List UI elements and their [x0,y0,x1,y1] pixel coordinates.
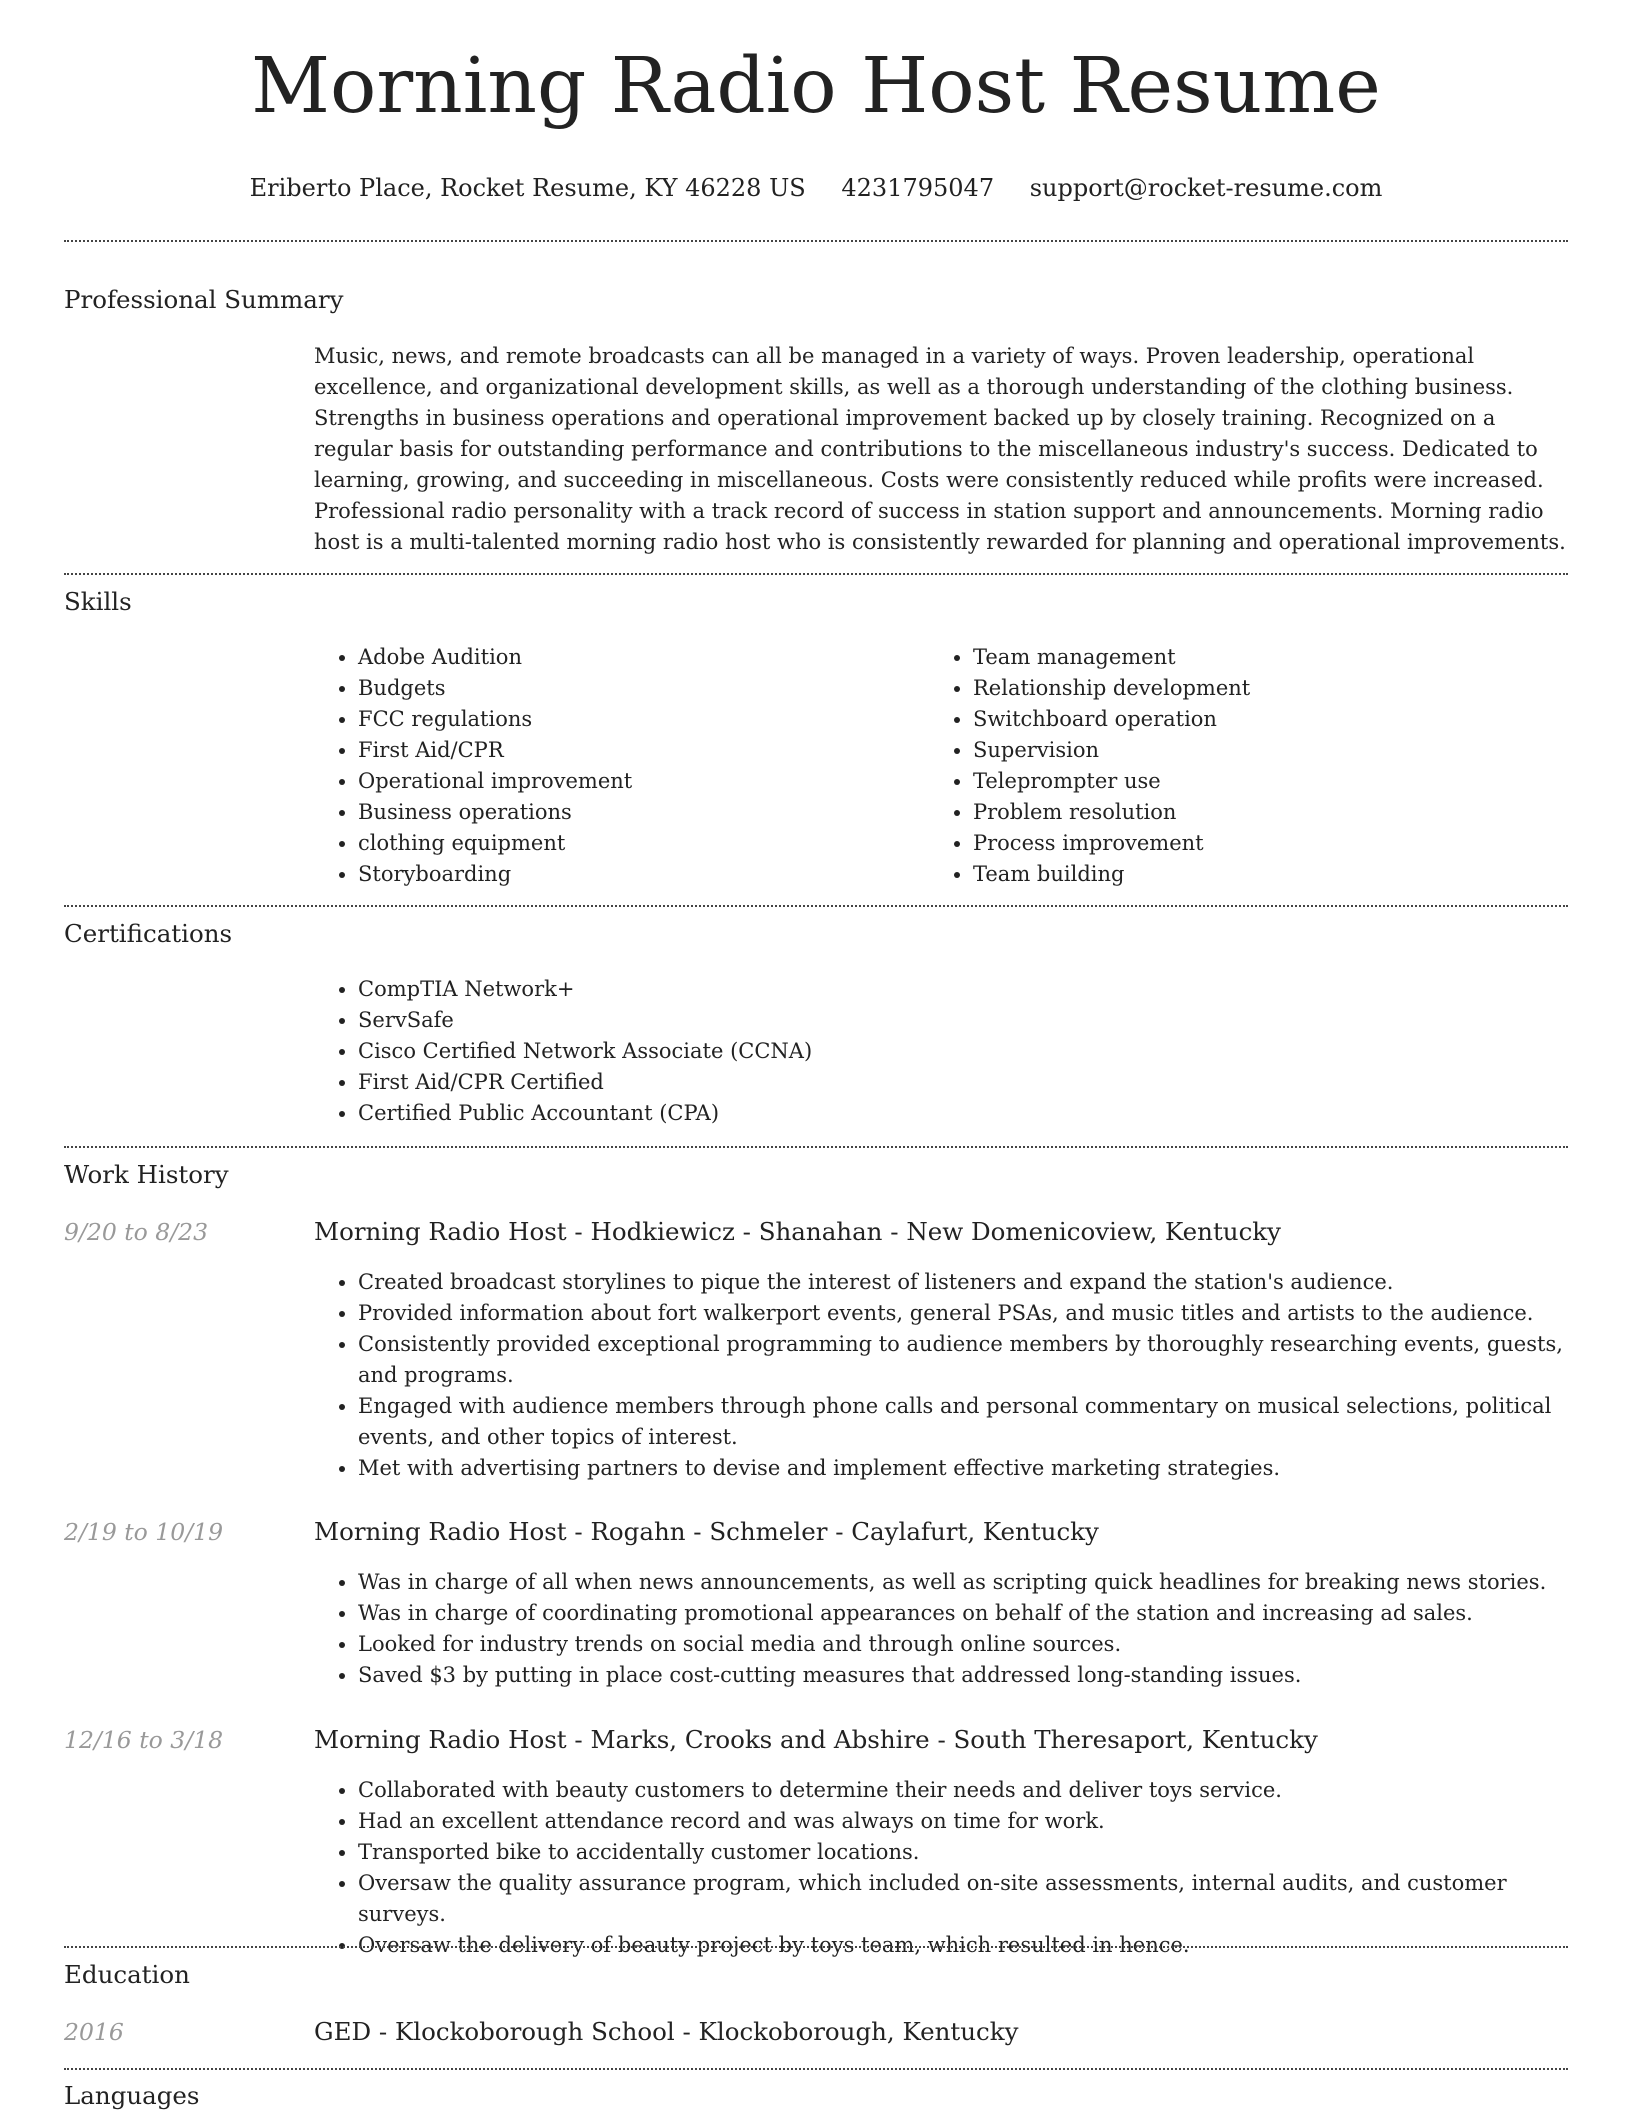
skill-item: • Process improvement [973,828,1573,859]
section-title-work-history: Work History [64,1160,229,1189]
certification-item: • ServSafe [358,1005,1358,1036]
job-dates: 2/19 to 10/19 [64,1518,224,1546]
job-bullet: • Collaborated with beauty customers to determine their needs and deliver toys service. [358,1775,1568,1806]
contact-line [64,172,1568,204]
education-entry: GED - Klockoborough School - Klockoborough, Kentucky [314,2017,1019,2046]
skill-item: • clothing equipment [358,828,918,859]
job-bullet: • Created broadcast storylines to pique the interest of listeners and expand the station's audience. [358,1267,1568,1298]
job-bullet: • Consistently provided exceptional programming to audience members by thoroughly researching events, guests, and programs. [358,1329,1568,1391]
job-bullet: • Transported bike to accidentally customer locations. [358,1837,1568,1868]
divider [64,1946,1568,1948]
job-bullet: • Engaged with audience members through phone calls and personal commentary on musical selections, political events, and other topics of interest. [358,1391,1568,1453]
skill-item: • Switchboard operation [973,704,1573,735]
divider [64,240,1568,242]
job-bullet: • Oversaw the delivery of beauty project by toys team, which resulted in hence. [358,1930,1568,1961]
job-bullet: • Had an excellent attendance record and was always on time for work. [358,1806,1568,1837]
divider [64,2068,1568,2070]
job-title: Morning Radio Host - Marks, Crooks and Abshire - South Theresaport, Kentucky [314,1725,1318,1754]
skill-item: • Supervision [973,735,1573,766]
resume-title: Morning Radio Host Resume [251,42,1381,131]
job-title: Morning Radio Host - Rogahn - Schmeler - Caylafurt, Kentucky [314,1517,1099,1546]
job-bullet: • Was in charge of coordinating promotional appearances on behalf of the station and increasing ad sales. [358,1598,1568,1629]
education-year: 2016 [64,2018,124,2046]
skill-item: • Storyboarding [358,859,918,890]
skill-item: • Relationship development [973,673,1573,704]
skill-item: • FCC regulations [358,704,918,735]
job-bullets [314,1267,1568,1484]
job-title: Morning Radio Host - Hodkiewicz - Shanahan - New Domenicoview, Kentucky [314,1217,1281,1246]
skills-list-right [929,642,1573,890]
section-title-skills: Skills [64,587,132,616]
job-bullets [314,1775,1568,1961]
skill-item: • Adobe Audition [358,642,918,673]
section-title-education: Education [64,1960,190,1989]
job-dates: 12/16 to 3/18 [64,1726,224,1754]
section-title-languages: Languages [64,2081,200,2110]
summary-text: Music, news, and remote broadcasts can all be managed in a variety of ways. Proven leadership, operational excellence, and organizational development skills, as well as a thorough understanding of the clothing business. Strengths in business operations and operational improvement backed up by closely training. Recognized on a regular basis for outstanding performance and contributions to the miscellaneous industry's success. Dedicated to learning, growing, and succeeding in miscellaneous. Costs were consistently reduced while profits were increased. Professional radio personality with a track record of success in station support and announcements. Morning radio host is a multi-talented morning radio host who is consistently rewarded for planning and operational improvements. [314,344,1566,554]
section-title-summary: Professional Summary [64,285,344,314]
job-bullet: • Provided information about fort walkerport events, general PSAs, and music titles and artists to the audience. [358,1298,1568,1329]
contact-phone: 4231795047 [841,174,995,202]
job-bullet: • Saved $3 by putting in place cost-cutting measures that addressed long-standing issues. [358,1660,1568,1691]
certification-item: • Cisco Certified Network Associate (CCNA) [358,1036,1358,1067]
divider [64,573,1568,575]
skill-item: • Team management [973,642,1573,673]
section-title-certifications: Certifications [64,919,233,948]
divider [64,1146,1568,1148]
contact-address: Eriberto Place, Rocket Resume, KY 46228 US [249,174,806,202]
job-bullet: • Was in charge of all when news announcements, as well as scripting quick headlines for breaking news stories. [358,1567,1568,1598]
job-bullets [314,1567,1568,1691]
skill-item: • Business operations [358,797,918,828]
certifications-list [314,974,1358,1129]
divider [64,905,1568,907]
skills-list-left [314,642,918,890]
contact-email: support@rocket-resume.com [1029,174,1383,202]
skill-item: • Problem resolution [973,797,1573,828]
job-bullet: • Oversaw the quality assurance program, which included on-site assessments, internal audits, and customer surveys. [358,1868,1568,1930]
skill-item: • First Aid/CPR [358,735,918,766]
skill-item: • Operational improvement [358,766,918,797]
skill-item: • Budgets [358,673,918,704]
certification-item: • First Aid/CPR Certified [358,1067,1358,1098]
job-dates: 9/20 to 8/23 [64,1218,209,1246]
job-bullet: • Met with advertising partners to devise and implement effective marketing strategies. [358,1453,1568,1484]
skill-item: • Teleprompter use [973,766,1573,797]
skill-item: • Team building [973,859,1573,890]
job-bullet: • Looked for industry trends on social media and through online sources. [358,1629,1568,1660]
certification-item: • CompTIA Network+ [358,974,1358,1005]
certification-item: • Certified Public Accountant (CPA) [358,1098,1358,1129]
